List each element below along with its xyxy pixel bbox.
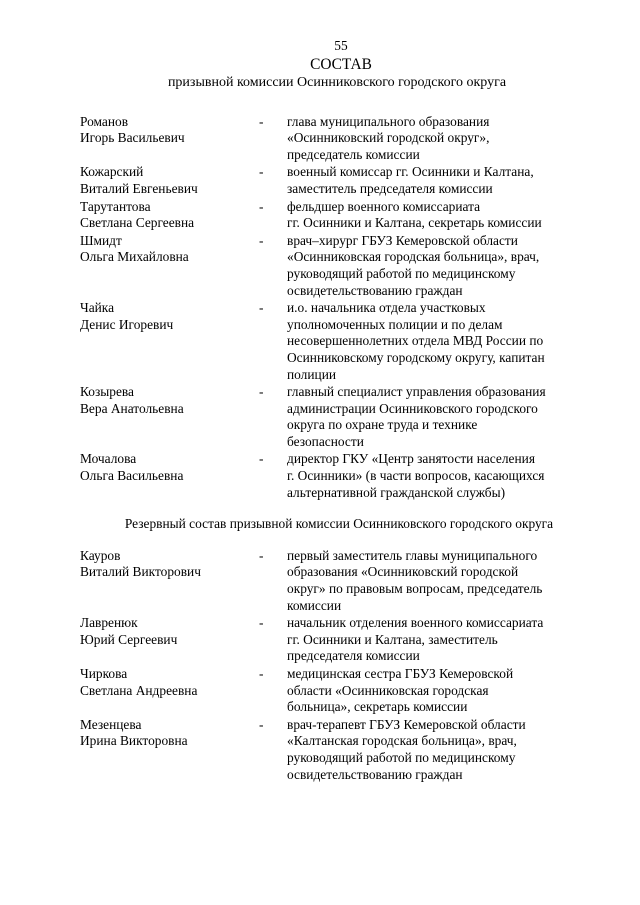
separator-dash: - [259,232,264,248]
member-role-line: г. Осинники» (в части вопросов, касающихся [287,468,545,484]
member-row [80,666,584,716]
separator-dash: - [259,300,264,316]
member-given-names: Юрий Сергеевич [80,631,178,647]
member-row [80,233,584,299]
member-role [287,451,584,501]
member-name [80,548,259,614]
member-role-line: председатель комиссии [287,146,420,162]
member-name [80,615,259,665]
reserve-heading: Резервный состав призывной комиссии Осинниковского городского округа [124,516,554,532]
member-given-names: Игорь Васильевич [80,130,185,146]
member-row [80,114,584,164]
member-role-line: области «Осинниковская городская [287,682,489,698]
member-row [80,164,584,197]
member-given-names: Ирина Викторовна [80,733,188,749]
member-role-line: «Осинниковский городской округ», [287,130,490,146]
member-role-line: «Калтанская городская больница», врач, [287,733,517,749]
main-members-list [80,114,584,502]
member-row [80,300,584,383]
member-role-line: Осинниковскому городскому округу, капитан [287,349,545,365]
member-given-names: Ольга Васильевна [80,468,184,484]
member-role-line: начальник отделения военного комиссариата [287,615,544,631]
member-role-line: руководящий работой по медицинскому [287,265,516,281]
member-role-line: врач–хирург ГБУЗ Кемеровской области [287,232,518,248]
member-name [80,666,259,716]
member-role-line: директор ГКУ «Центр занятости населения [287,451,535,467]
member-row [80,384,584,450]
member-name [80,233,259,299]
member-given-names: Виталий Викторович [80,564,201,580]
member-surname: Кауров [80,547,121,563]
member-role [287,717,584,783]
member-role-line: округ» по правовым вопросам, председатель [287,581,543,597]
member-given-names: Светлана Сергеевна [80,215,195,231]
member-role-line: военный комиссар гг. Осинники и Калтана, [287,164,534,180]
member-name [80,717,259,783]
member-surname: Мочалова [80,451,137,467]
member-role [287,114,584,164]
member-surname: Лавренюк [80,615,138,631]
member-role [287,164,584,197]
member-given-names: Ольга Михайловна [80,249,189,265]
member-role-line: врач-терапевт ГБУЗ Кемеровской области [287,716,526,732]
member-role-line: округа по охране труда и технике [287,417,478,433]
member-role-line: освидетельствованию граждан [287,282,463,298]
member-surname: Романов [80,113,129,129]
member-role-line: освидетельствованию граждан [287,766,463,782]
member-given-names: Вера Анатольевна [80,400,184,416]
member-role-line: «Осинниковская городская больница», врач, [287,249,540,265]
member-role-line: администрации Осинниковского городского [287,400,538,416]
member-row [80,548,584,614]
member-role [287,300,584,383]
member-given-names: Светлана Андреевна [80,682,198,698]
member-surname: Тарутантова [80,198,151,214]
member-role-line: фельдшер военного комиссариата [287,198,481,214]
reserve-members-list [80,548,584,783]
member-surname: Чайка [80,300,115,316]
member-surname: Кожарский [80,164,144,180]
member-role-line: и.о. начальника отдела участковых [287,300,486,316]
separator-dash: - [259,164,264,180]
separator-dash: - [259,451,264,467]
member-role-line: руководящий работой по медицинскому [287,749,516,765]
member-role-line: альтернативной гражданской службы) [287,484,506,500]
member-row [80,615,584,665]
member-role-line: гг. Осинники и Калтана, секретарь комиссии [287,215,542,231]
page-number: 55 [334,38,348,53]
member-role-line: больница», секретарь комиссии [287,699,468,715]
member-role-line: председателя комиссии [287,648,420,664]
member-role [287,233,584,299]
member-role [287,666,584,716]
member-name [80,384,259,450]
member-role-line: уполномоченных полиции и по делам [287,316,503,332]
separator-dash: - [259,716,264,732]
member-row [80,717,584,783]
member-role-line: глава муниципального образования [287,113,490,129]
member-role-line: полиции [287,366,337,382]
member-name [80,451,259,501]
member-role [287,615,584,665]
document-subtitle: призывной комиссии Осинниковского городского округа [167,74,507,90]
separator-dash: - [259,547,264,563]
member-row [80,199,584,232]
member-role-line: безопасности [287,433,364,449]
member-role [287,199,584,232]
member-surname: Чиркова [80,666,128,681]
member-surname: Шмидт [80,232,122,248]
separator-dash: - [259,198,264,214]
document-title: СОСТАВ [310,55,372,73]
member-role [287,548,584,614]
member-role-line: главный специалист управления образования [287,384,546,400]
member-name [80,164,259,197]
separator-dash: - [259,113,264,129]
separator-dash: - [259,384,264,400]
member-surname: Мезенцева [80,716,142,732]
member-role-line: образования «Осинниковский городской [287,564,519,580]
member-role-line: медицинская сестра ГБУЗ Кемеровской [287,666,514,681]
member-name [80,300,259,383]
member-role [287,384,584,450]
member-role-line: гг. Осинники и Калтана, заместитель [287,631,498,647]
separator-dash: - [259,615,264,631]
member-given-names: Денис Игоревич [80,316,174,332]
member-row [80,451,584,501]
member-role-line: первый заместитель главы муниципального [287,547,538,563]
member-role-line: несовершеннолетних отдела МВД России по [287,333,544,349]
member-name [80,114,259,164]
member-name [80,199,259,232]
member-given-names: Виталий Евгеньевич [80,180,198,196]
member-surname: Козырева [80,384,134,400]
separator-dash: - [259,666,264,681]
member-role-line: заместитель председателя комиссии [287,180,493,196]
member-role-line: комиссии [287,597,342,613]
